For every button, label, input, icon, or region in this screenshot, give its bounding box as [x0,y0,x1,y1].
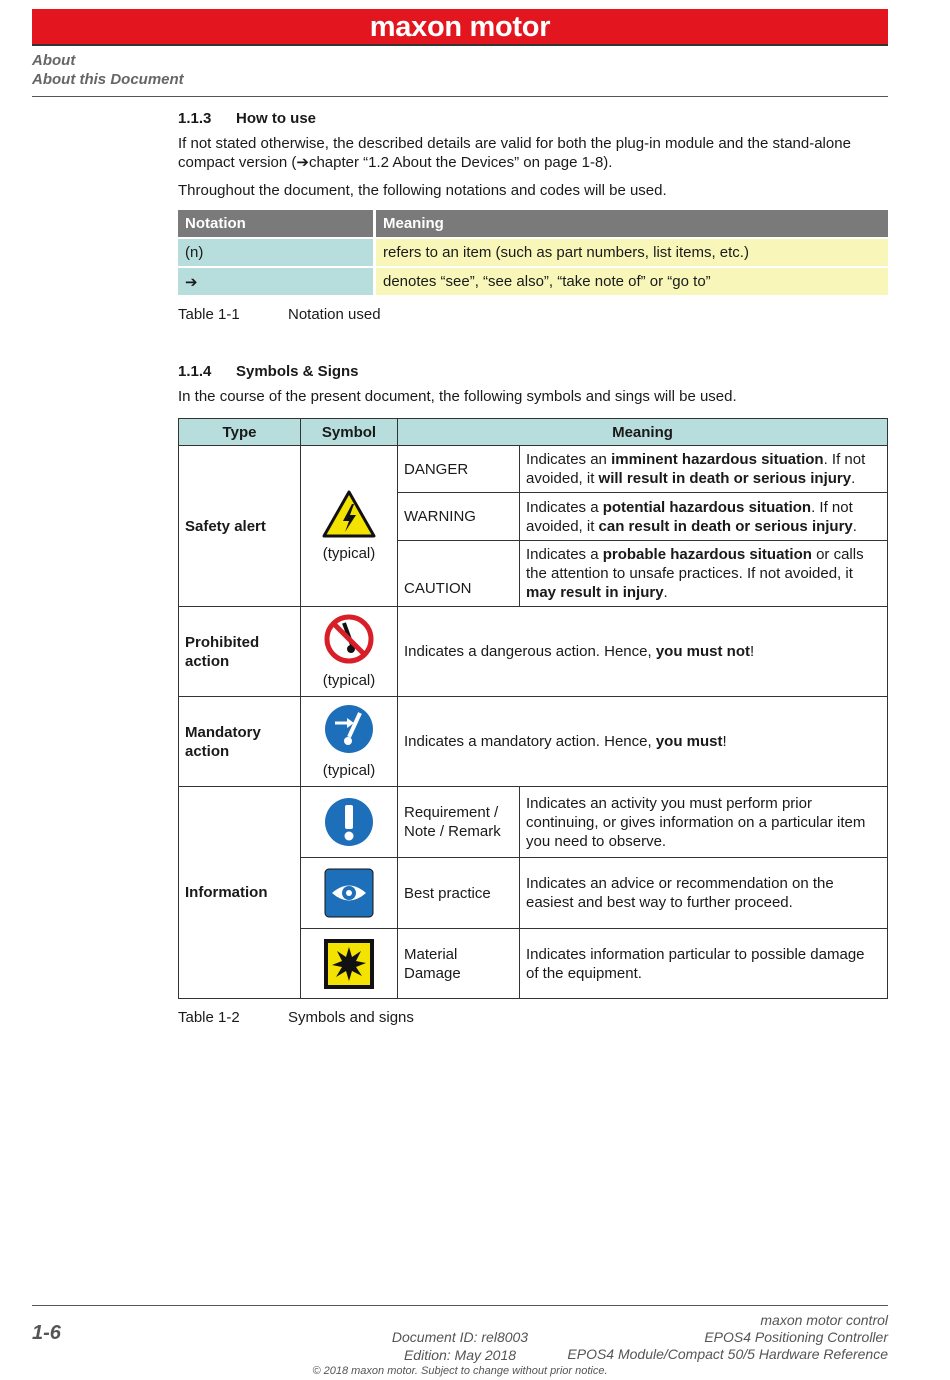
header-symbol: Symbol [301,419,398,446]
warning-meaning: Indicates a potential hazardous situation. If not avoided, it can result in death or serious injury. [520,493,888,541]
how-to-use-paragraph [178,134,890,172]
type-safety-alert: Safety alert [179,446,301,607]
table-caption [178,306,381,323]
table-row [178,268,888,297]
header-type: Type [179,419,301,446]
table-row [179,697,888,787]
table-header-row [179,419,888,446]
requirement-label: Requirement / Note / Remark [398,787,520,858]
symbol-cell [301,697,398,787]
breadcrumb-chapter: About [32,52,76,69]
caption-number: Table 1-1 [178,306,240,323]
caption-text: Symbols and signs [288,1009,414,1026]
typical-note: (typical) [322,544,376,562]
exclamation-info-icon [323,796,375,848]
table-row [178,239,888,268]
caption-number: Table 1-2 [178,1009,240,1026]
caution-label: CAUTION [398,541,520,607]
type-mandatory-action: Mandatory action [179,697,301,787]
arrow-icon: ➔ [296,154,309,171]
symbol-cell [301,858,398,929]
table-row [179,607,888,697]
material-damage-icon [324,939,374,989]
footer-rule [32,1305,888,1306]
section-heading-how-to-use [178,110,316,127]
footer-reference: EPOS4 Module/Compact 50/5 Hardware Reference [567,1346,888,1362]
symbol-cell [301,787,398,858]
material-damage-label: Material Damage [398,929,520,999]
caption-text: Notation used [288,306,381,323]
section-title: Symbols & Signs [236,363,359,380]
best-practice-meaning: Indicates an advice or recommendation on the easiest and best way to further proceed. [520,858,888,929]
document-id: Document ID: rel8003 [391,1329,529,1345]
requirement-meaning: Indicates an activity you must perform prior continuing, or gives information on a particular item you need to observe. [520,787,888,858]
mandatory-action-icon [323,703,375,755]
typical-note: (typical) [322,672,376,689]
notation-cell: (n) [178,239,376,268]
caution-meaning: Indicates a probable hazardous situation or calls the attention to unsafe practices. If not avoided, it may result in injury. [520,541,888,607]
header-notation: Notation [178,210,376,239]
warning-label: WARNING [398,493,520,541]
section-heading-symbols [178,363,359,380]
danger-meaning: Indicates an imminent hazardous situation. If not avoided, it will result in death or serious injury. [520,446,888,493]
warning-triangle-icon [322,490,376,538]
best-practice-label: Best practice [398,858,520,929]
symbols-table [178,418,888,999]
typical-note: (typical) [322,762,376,779]
para-text: If not stated otherwise, the described details are valid for both the plug-in module and the stand-alone compact version ( [178,135,851,171]
breadcrumb-section: About this Document [32,71,184,88]
type-prohibited-action: Prohibited action [179,607,301,697]
section-title: How to use [236,110,317,127]
section-number: 1.1.3 [178,110,212,127]
header-meaning: Meaning [376,210,888,239]
symbol-cell [301,929,398,999]
material-damage-meaning: Indicates information particular to possible damage of the equipment. [520,929,888,999]
table-row [179,787,888,858]
table-header-row [178,210,888,239]
copyright: © 2018 maxon motor. Subject to change without prior notice. [312,1365,608,1377]
table-caption [178,1009,414,1026]
prohibited-icon [323,613,375,665]
table-row [179,446,888,493]
notation-table [178,210,888,297]
type-information: Information [179,787,301,999]
symbol-cell [301,607,398,697]
edition: Edition: May 2018 [403,1347,517,1363]
notation-cell: ➔ [178,268,376,297]
footer-product: EPOS4 Positioning Controller [704,1329,888,1345]
header-rule [32,96,888,97]
footer-company: maxon motor control [760,1312,888,1328]
notation-intro-paragraph: Throughout the document, the following notations and codes will be used. [178,182,667,199]
meaning-cell: denotes “see”, “see also”, “take note of” or “go to” [376,268,888,297]
header-meaning: Meaning [398,419,888,446]
symbol-cell [301,446,398,607]
prohibited-meaning: Indicates a dangerous action. Hence, you must not! [398,607,888,697]
meaning-cell: refers to an item (such as part numbers, list items, etc.) [376,239,888,268]
symbols-intro-paragraph: In the course of the present document, the following symbols and sings will be used. [178,388,737,405]
eye-best-practice-icon [324,868,374,918]
page-number: 1-6 [32,1322,61,1344]
section-number: 1.1.4 [178,363,212,380]
brand-header: maxon motor [32,9,888,46]
mandatory-meaning: Indicates a mandatory action. Hence, you must! [398,697,888,787]
chapter-link[interactable]: chapter “1.2 About the Devices” on page 1-8). [308,154,613,171]
danger-label: DANGER [398,446,520,493]
